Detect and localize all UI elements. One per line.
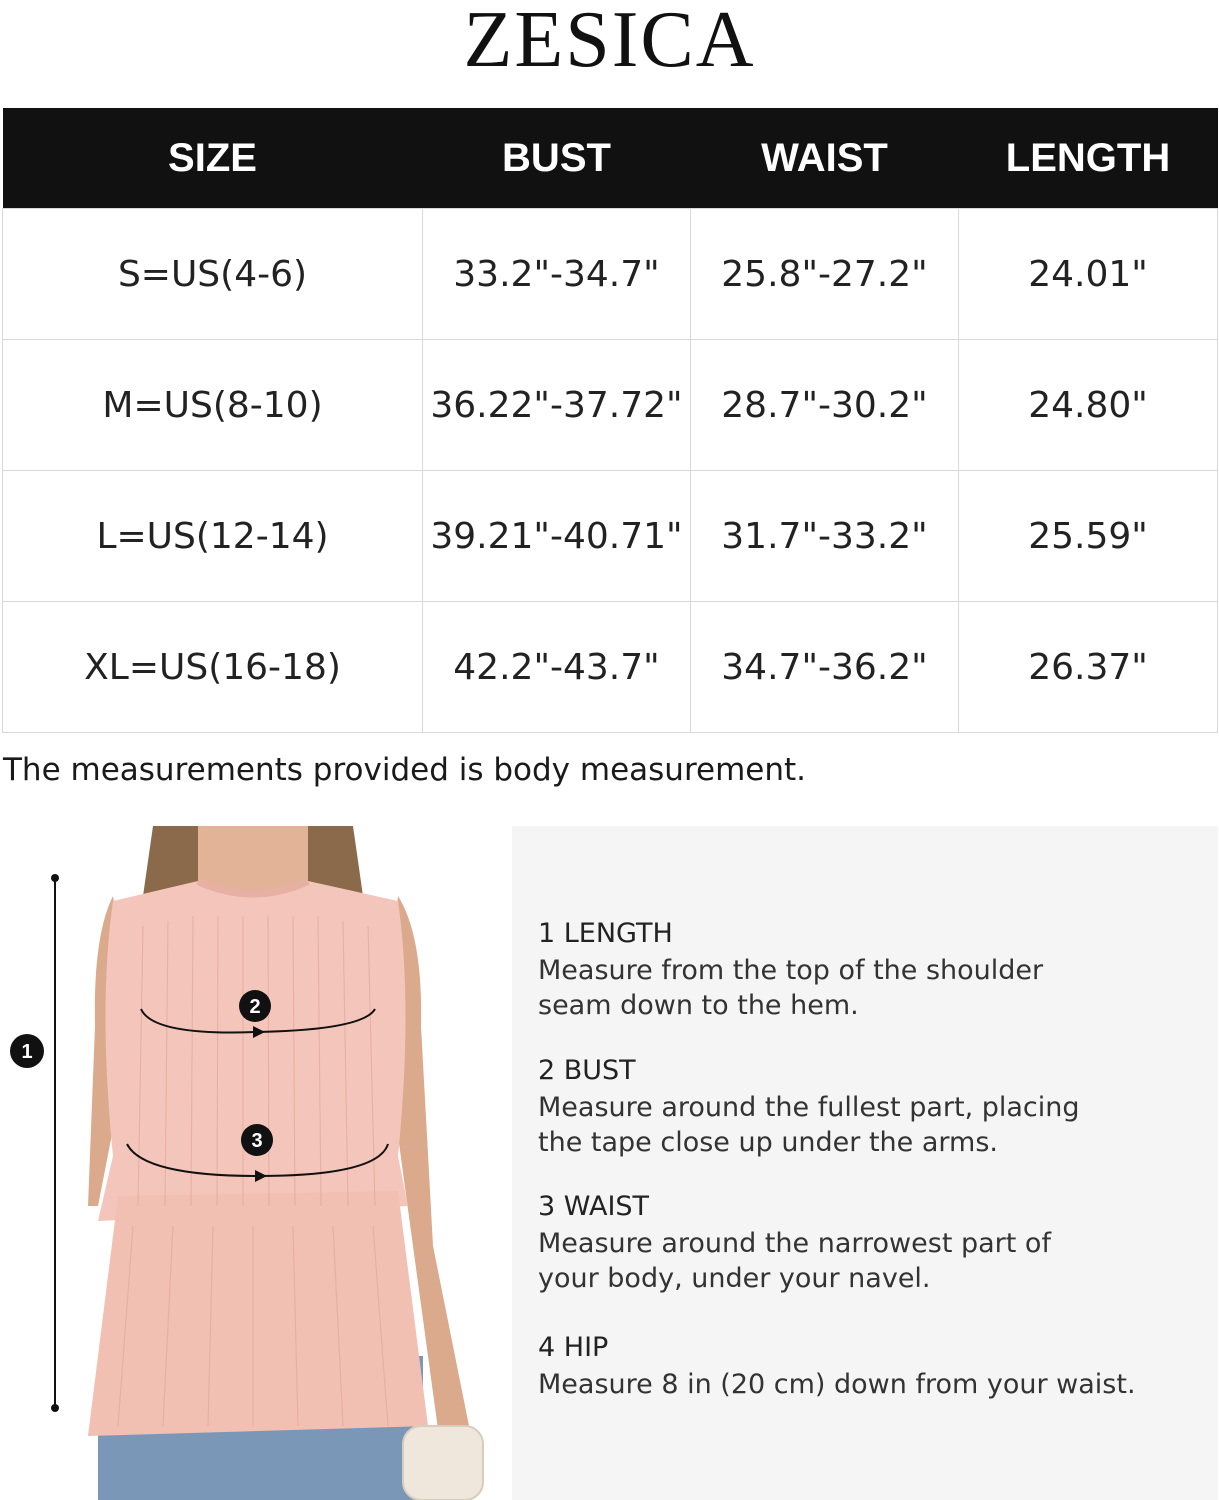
guide-desc-line: Measure from the top of the shoulder xyxy=(538,955,1044,986)
marker-bust-label: 2 xyxy=(249,996,261,1018)
header-bust: BUST xyxy=(423,108,691,209)
cell-waist: 25.8"-27.2" xyxy=(691,209,959,340)
cell-waist: 31.7"-33.2" xyxy=(691,471,959,602)
guide-desc-line: your body, under your navel. xyxy=(538,1263,931,1294)
header-length: LENGTH xyxy=(959,108,1218,209)
cell-bust: 36.22"-37.72" xyxy=(423,340,691,471)
table-row xyxy=(3,602,1218,733)
cell-length: 24.01" xyxy=(959,209,1218,340)
marker-waist-label: 3 xyxy=(251,1130,263,1152)
guide-item-waist xyxy=(538,1191,1198,1296)
cell-bust: 39.21"-40.71" xyxy=(423,471,691,602)
model-photo-illustration xyxy=(3,826,512,1500)
guide-title: 3 WAIST xyxy=(538,1191,650,1222)
cell-size: S=US(4-6) xyxy=(3,209,423,340)
top-upper-tier xyxy=(98,881,408,1221)
measurement-note: The measurements provided is body measurement. xyxy=(3,752,807,788)
size-chart-table xyxy=(2,108,1218,733)
cell-size: L=US(12-14) xyxy=(3,471,423,602)
cell-length: 26.37" xyxy=(959,602,1218,733)
guide-desc-line: the tape close up under the arms. xyxy=(538,1127,998,1158)
guide-desc-line: Measure around the fullest part, placing xyxy=(538,1092,1080,1123)
length-line-bottom-dot xyxy=(51,1404,59,1412)
guide-title: 4 HIP xyxy=(538,1332,609,1363)
brand-logo: ZESICA xyxy=(463,0,756,84)
cell-waist: 34.7"-36.2" xyxy=(691,602,959,733)
length-line-top-dot xyxy=(51,874,59,882)
table-row xyxy=(3,471,1218,602)
cell-waist: 28.7"-30.2" xyxy=(691,340,959,471)
cell-size: XL=US(16-18) xyxy=(3,602,423,733)
measure-guide-panel xyxy=(512,826,1218,1500)
header-waist: WAIST xyxy=(691,108,959,209)
cell-length: 25.59" xyxy=(959,471,1218,602)
table-row xyxy=(3,340,1218,471)
guide-desc-line: seam down to the hem. xyxy=(538,990,859,1021)
top-lower-tier xyxy=(88,1191,428,1436)
cell-bust: 42.2"-43.7" xyxy=(423,602,691,733)
marker-length-label: 1 xyxy=(21,1041,33,1063)
clutch-bag xyxy=(403,1426,483,1500)
model-photo-panel xyxy=(3,826,512,1500)
cell-size: M=US(8-10) xyxy=(3,340,423,471)
guide-item-length xyxy=(538,918,1198,1023)
guide-desc-line: Measure 8 in (20 cm) down from your waist. xyxy=(538,1369,1136,1400)
guide-title: 2 BUST xyxy=(538,1055,636,1086)
table-header-row xyxy=(3,108,1218,209)
cell-bust: 33.2"-34.7" xyxy=(423,209,691,340)
guide-title: 1 LENGTH xyxy=(538,918,673,949)
table-row xyxy=(3,209,1218,340)
cell-length: 24.80" xyxy=(959,340,1218,471)
guide-desc-line: Measure around the narrowest part of xyxy=(538,1228,1051,1259)
guide-item-hip xyxy=(538,1332,1198,1402)
header-size: SIZE xyxy=(3,108,423,209)
guide-item-bust xyxy=(538,1055,1198,1160)
